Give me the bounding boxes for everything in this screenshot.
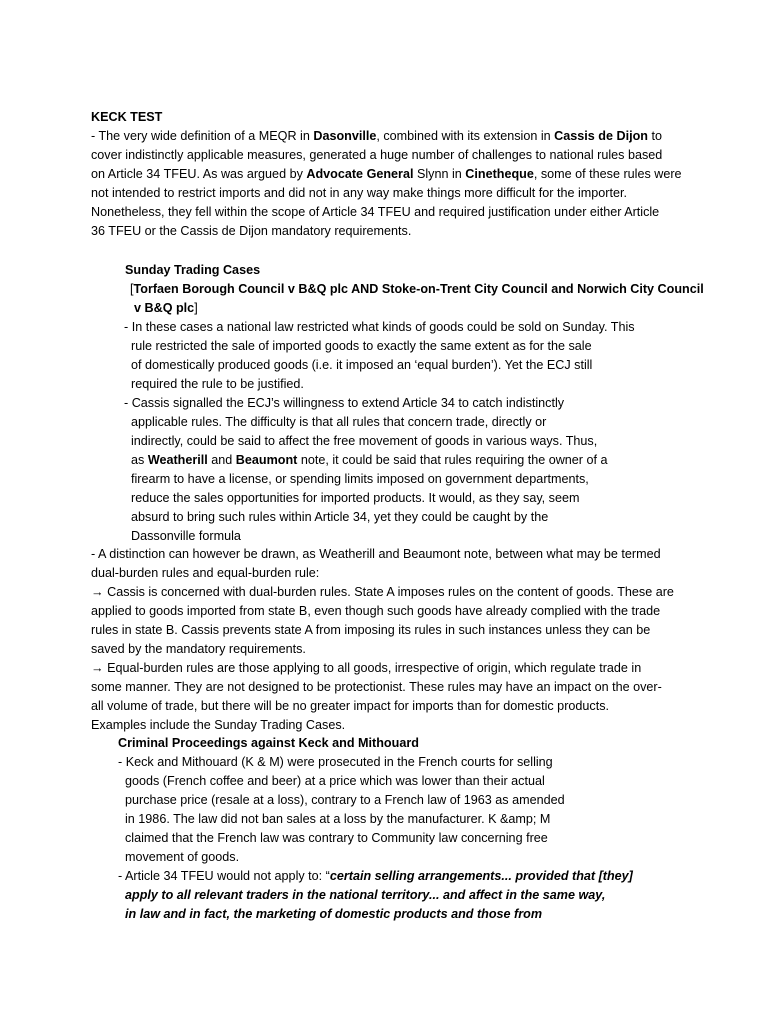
intro-line-1 — [91, 127, 662, 146]
keck-para-1-line: movement of goods. — [125, 850, 240, 864]
keck-para-1-line: purchase price (resale at a loss), contrary to a French law of 1963 as amended — [125, 793, 565, 807]
case-cassis: Cassis de Dijon — [554, 129, 648, 143]
advocate-general: Advocate General — [306, 167, 414, 181]
distinction-line: some manner. They are not designed to be protectionist. These rules may have an impact on the over- — [91, 680, 662, 694]
citation-text: v B&Q plc — [134, 301, 195, 315]
intro-line-5: Nonetheless, they fell within the scope of Article 34 TFEU and required justification under either Article — [91, 205, 660, 219]
distinction-line: - A distinction can however be drawn, as Weatherill and Beaumont note, between what may be termed — [91, 547, 661, 561]
case-dasonville: Dasonville — [313, 129, 377, 143]
case-cinetheque: Cinetheque — [465, 167, 534, 181]
sunday-para-2-line: indirectly, could be said to affect the free movement of goods in various ways. Thus, — [131, 434, 598, 448]
intro-line-4: not intended to restrict imports and did not in any way make things more difficult for the importer. — [91, 186, 627, 200]
intro-text: - The very wide definition of a MEQR in — [91, 129, 314, 143]
sunday-para-2-line: applicable rules. The difficulty is that all rules that concern trade, directly or — [131, 415, 547, 429]
keck-para-2-line: in law and in fact, the marketing of domestic products and those from — [125, 907, 543, 921]
distinction-line: Examples include the Sunday Trading Cases. — [91, 718, 346, 732]
intro-line-6: 36 TFEU or the Cassis de Dijon mandatory requirements. — [91, 224, 412, 238]
sunday-citation-line-1 — [130, 280, 704, 299]
text: - Article 34 TFEU would not apply to: “ — [118, 869, 330, 883]
quote-text: certain selling arrangements... provided that [they] — [329, 869, 633, 883]
text: as — [131, 453, 148, 467]
sunday-para-2-line: - Cassis signalled the ECJ’s willingness to extend Article 34 to catch indistinctly — [124, 396, 565, 410]
sunday-trading-title: Sunday Trading Cases — [125, 263, 261, 277]
keck-title: Criminal Proceedings against Keck and Mithouard — [118, 736, 419, 750]
intro-text: , some of these rules were — [533, 167, 682, 181]
sunday-para-2-line — [131, 451, 608, 470]
sunday-para-1-line: rule restricted the sale of imported goods to exactly the same extent as for the sale — [131, 339, 592, 353]
sunday-para-1-line: required the rule to be justified. — [131, 377, 304, 391]
sunday-citation-line-2 — [134, 299, 198, 318]
citation-text: Torfaen Borough Council v B&Q plc AND Stoke-on-Trent City Council and Norwich City Council — [133, 282, 704, 296]
text: note, it could be said that rules requiring the owner of a — [297, 453, 608, 467]
keck-para-2-line — [118, 867, 633, 886]
sunday-para-2-line: firearm to have a license, or spending limits imposed on government departments, — [131, 472, 589, 486]
sunday-para-2-line: reduce the sales opportunities for imported products. It would, as they say, seem — [131, 491, 580, 505]
intro-text: , combined with its extension in — [376, 129, 555, 143]
intro-line-2: cover indistinctly applicable measures, generated a huge number of challenges to national rules based — [91, 148, 663, 162]
author-beaumont: Beaumont — [235, 453, 298, 467]
distinction-line: applied to goods imported from state B, even though such goods have already complied with the trade — [91, 604, 661, 618]
heading: KECK TEST — [91, 110, 163, 124]
keck-para-2-line: apply to all relevant traders in the national territory... and affect in the same way, — [125, 888, 606, 902]
sunday-para-1-line: - In these cases a national law restricted what kinds of goods could be sold on Sunday. This — [124, 320, 635, 334]
distinction-line: rules in state B. Cassis prevents state A from imposing its rules in such instances unless they can be — [91, 623, 651, 637]
distinction-line: → Equal-burden rules are those applying to all goods, irrespective of origin, which regulate trade in — [91, 661, 642, 675]
keck-para-1-line: claimed that the French law was contrary to Community law concerning free — [125, 831, 548, 845]
sunday-para-2-line: Dassonville formula — [131, 529, 241, 543]
distinction-line: saved by the mandatory requirements. — [91, 642, 306, 656]
text: and — [207, 453, 236, 467]
keck-para-1-line: - Keck and Mithouard (K & M) were prosecuted in the French courts for selling — [118, 755, 553, 769]
distinction-line: dual-burden rules and equal-burden rule: — [91, 566, 320, 580]
sunday-para-2-line: absurd to bring such rules within Article 34, yet they could be caught by the — [131, 510, 549, 524]
distinction-line: → Cassis is concerned with dual-burden rules. State A imposes rules on the content of goods. These are — [91, 585, 674, 599]
intro-text: on Article 34 TFEU. As was argued by — [91, 167, 307, 181]
keck-para-1-line: in 1986. The law did not ban sales at a loss by the manufacturer. K &amp; M — [125, 812, 551, 826]
intro-line-3 — [91, 165, 682, 184]
bracket: ] — [194, 301, 198, 315]
intro-text: Slynn in — [413, 167, 466, 181]
author-weatherill: Weatherill — [147, 453, 208, 467]
intro-text: to — [647, 129, 662, 143]
distinction-line: all volume of trade, but there will be no greater impact for imports than for domestic products. — [91, 699, 609, 713]
sunday-para-1-line: of domestically produced goods (i.e. it imposed an ‘equal burden’). Yet the ECJ still — [131, 358, 593, 372]
bracket: [ — [130, 282, 134, 296]
keck-para-1-line: goods (French coffee and beer) at a price which was lower than their actual — [125, 774, 545, 788]
